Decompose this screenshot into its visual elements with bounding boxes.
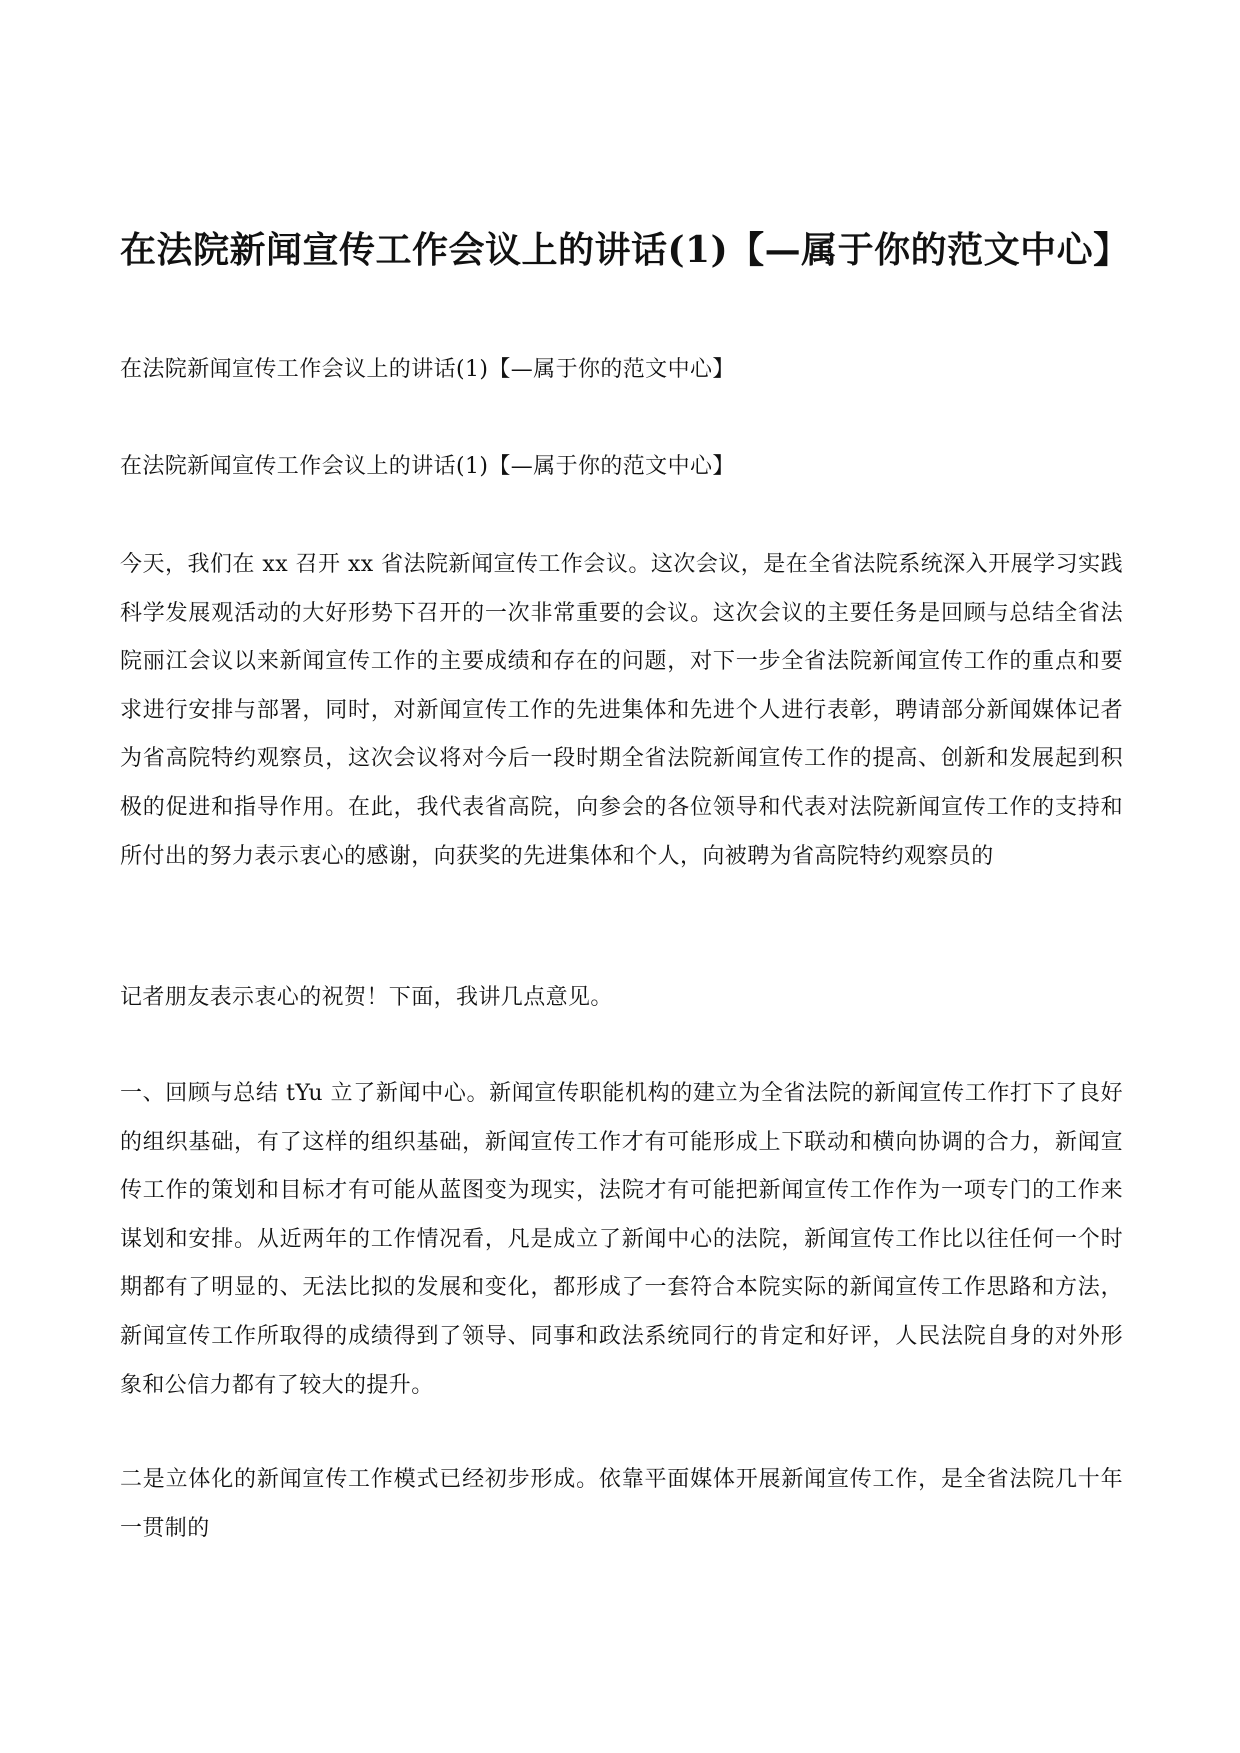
document-title: 在法院新闻宣传工作会议上的讲话(1)【—属于你的范文中心】 [120, 229, 1130, 271]
paragraph-second-point: 二是立体化的新闻宣传工作模式已经初步形成。依靠平面媒体开展新闻宣传工作，是全省法院几十年一贯制的 [120, 1467, 1123, 1541]
paragraph-subtitle-1: 在法院新闻宣传工作会议上的讲话(1)【—属于你的范文中心】 [120, 357, 735, 382]
paragraph-opening: 今天，我们在 xx 召开 xx 省法院新闻宣传工作会议。这次会议，是在全省法院系统深入开展学习实践科学发展观活动的大好形势下召开的一次非常重要的会议。这次会议的主要任务是回顾与总结全省法院丽江会议以来新闻宣传工作的主要成绩和存在的问题，对下一步全省法院新闻宣传工作的重点和要求进行安排与部署，同时，对新闻宣传工作的先进集体和先进个人进行表彰，聘请部分新闻媒体记者为省高院特约观察员，这次会议将对今后一段时期全省法院新闻宣传工作的提高、创新和发展起到积极的促进和指导作用。在此，我代表省高院，向参会的各位领导和代表对法院新闻宣传工作的支持和所付出的努力表示衷心的感谢，向获奖的先进集体和个人，向被聘为省高院特约观察员的 [120, 552, 1123, 869]
paragraph-subtitle-2: 在法院新闻宣传工作会议上的讲话(1)【—属于你的范文中心】 [120, 454, 735, 479]
paragraph-review: 一、回顾与总结 tYu 立了新闻中心。新闻宣传职能机构的建立为全省法院的新闻宣传工作打下了良好的组织基础，有了这样的组织基础，新闻宣传工作才有可能形成上下联动和横向协调的合力，新闻宣传工作的策划和目标才有可能从蓝图变为现实，法院才有可能把新闻宣传工作作为一项专门的工作来谋划和安排。从近两年的工作情况看，凡是成立了新闻中心的法院，新闻宣传工作比以往任何一个时期都有了明显的、无法比拟的发展和变化，都形成了一套符合本院实际的新闻宣传工作思路和方法，新闻宣传工作所取得的成绩得到了领导、同事和政法系统同行的肯定和好评，人民法院自身的对外形象和公信力都有了较大的提升。 [120, 1081, 1123, 1398]
paragraph-greeting: 记者朋友表示衷心的祝贺！下面，我讲几点意见。 [120, 985, 613, 1010]
